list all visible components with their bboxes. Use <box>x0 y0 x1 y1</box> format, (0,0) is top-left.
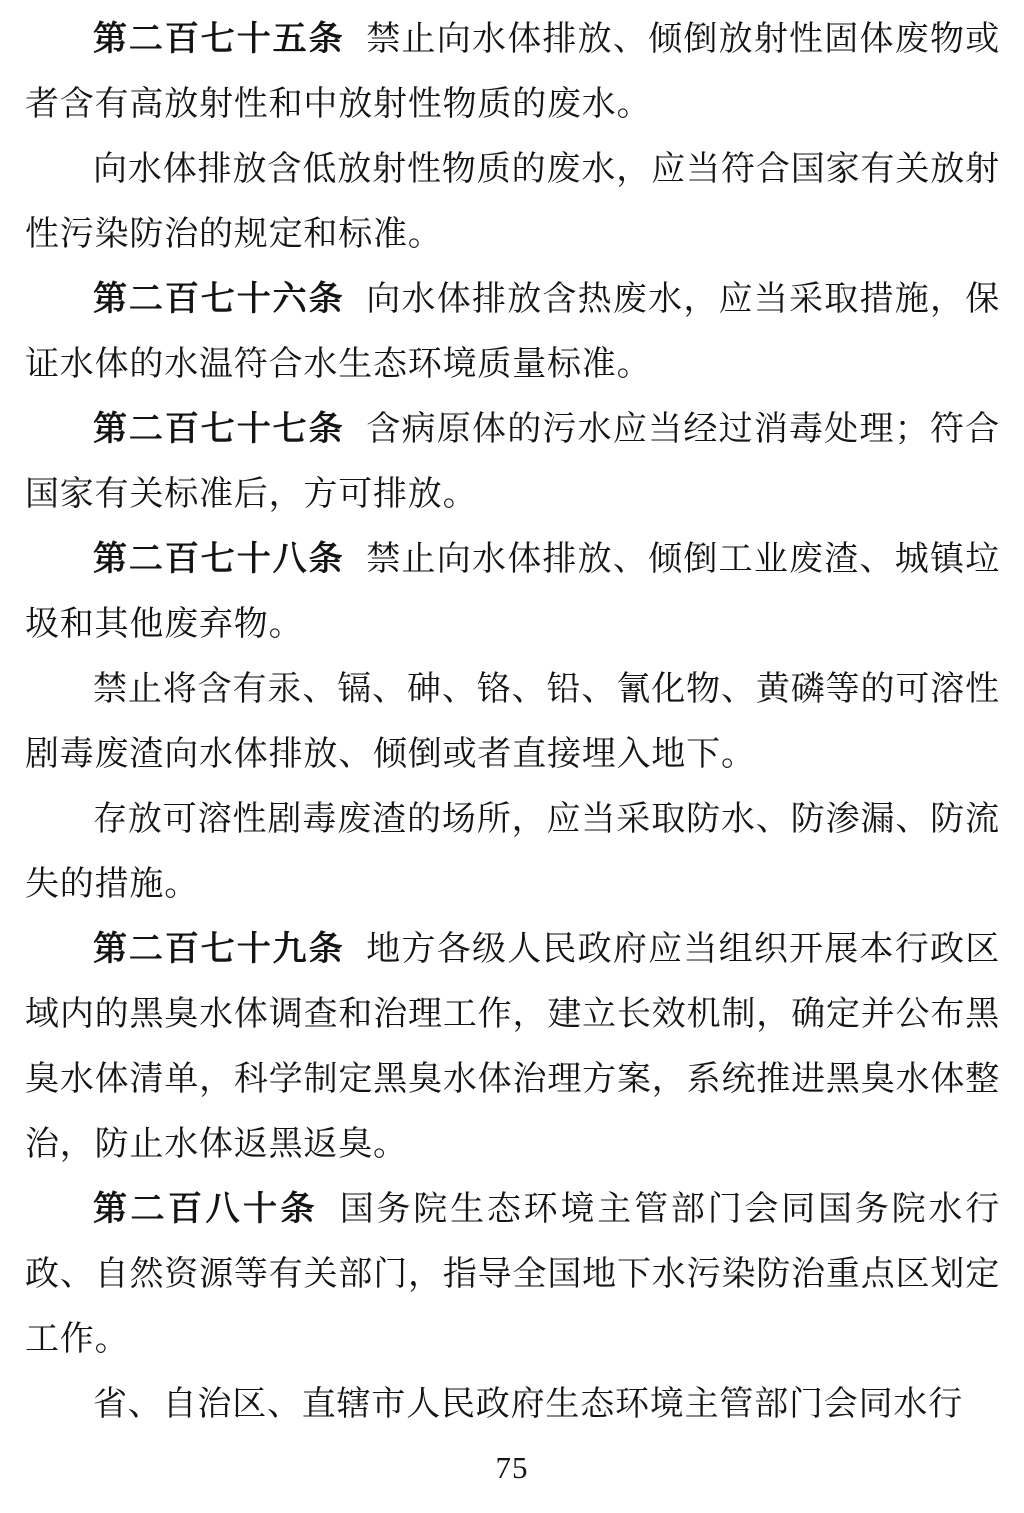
article-text: 国务院生态环境主管部门会同国务院水行政、自然资源等有关部门，指导全国地下水污染防治重点区划定工作。 <box>25 1191 1001 1358</box>
article-number: 第二百八十条 <box>93 1190 318 1228</box>
article-first-paragraph <box>25 267 1000 397</box>
page-number: 75 <box>495 1450 529 1485</box>
article-first-paragraph <box>25 917 1000 1177</box>
article-275 <box>25 7 1000 267</box>
article-text: 地方各级人民政府应当组织开展本行政区域内的黑臭水体调查和治理工作，建立长效机制，确定并公布黑臭水体清单，科学制定黑臭水体治理方案，系统推进黑臭水体整治，防止水体返黑返臭。 <box>25 931 1001 1163</box>
document-body <box>25 7 1000 1437</box>
article-276 <box>25 267 1000 397</box>
page-footer <box>0 1448 1024 1488</box>
article-paragraph: 存放可溶性剧毒废渣的场所，应当采取防水、防渗漏、防流失的措施。 <box>25 801 1000 903</box>
article-paragraph: 省、自治区、直辖市人民政府生态环境主管部门会同水行 <box>93 1386 963 1423</box>
article-text: 含病原体的污水应当经过消毒处理；符合国家有关标准后，方可排放。 <box>25 411 1001 513</box>
article-first-paragraph <box>25 527 1000 657</box>
article-280 <box>25 1177 1000 1437</box>
article-first-paragraph <box>25 397 1000 527</box>
article-number: 第二百七十五条 <box>93 20 345 58</box>
article-number: 第二百七十七条 <box>93 410 345 448</box>
article-number: 第二百七十六条 <box>93 280 345 318</box>
article-278 <box>25 527 1000 917</box>
article-text: 禁止向水体排放、倾倒工业废渣、城镇垃圾和其他废弃物。 <box>25 541 1001 643</box>
article-paragraph: 禁止将含有汞、镉、砷、铬、铅、氰化物、黄磷等的可溶性剧毒废渣向水体排放、倾倒或者直接埋入地下。 <box>25 671 1000 773</box>
article-text: 禁止向水体排放、倾倒放射性固体废物或者含有高放射性和中放射性物质的废水。 <box>25 21 1001 123</box>
article-number: 第二百七十八条 <box>93 540 345 578</box>
article-paragraph: 向水体排放含低放射性物质的废水，应当符合国家有关放射性污染防治的规定和标准。 <box>25 151 1000 253</box>
article-first-paragraph <box>25 1177 1000 1372</box>
article-279 <box>25 917 1000 1177</box>
article-text: 向水体排放含热废水，应当采取措施，保证水体的水温符合水生态环境质量标准。 <box>25 281 1001 383</box>
article-277 <box>25 397 1000 527</box>
article-number: 第二百七十九条 <box>93 930 345 968</box>
article-first-paragraph <box>25 7 1000 137</box>
